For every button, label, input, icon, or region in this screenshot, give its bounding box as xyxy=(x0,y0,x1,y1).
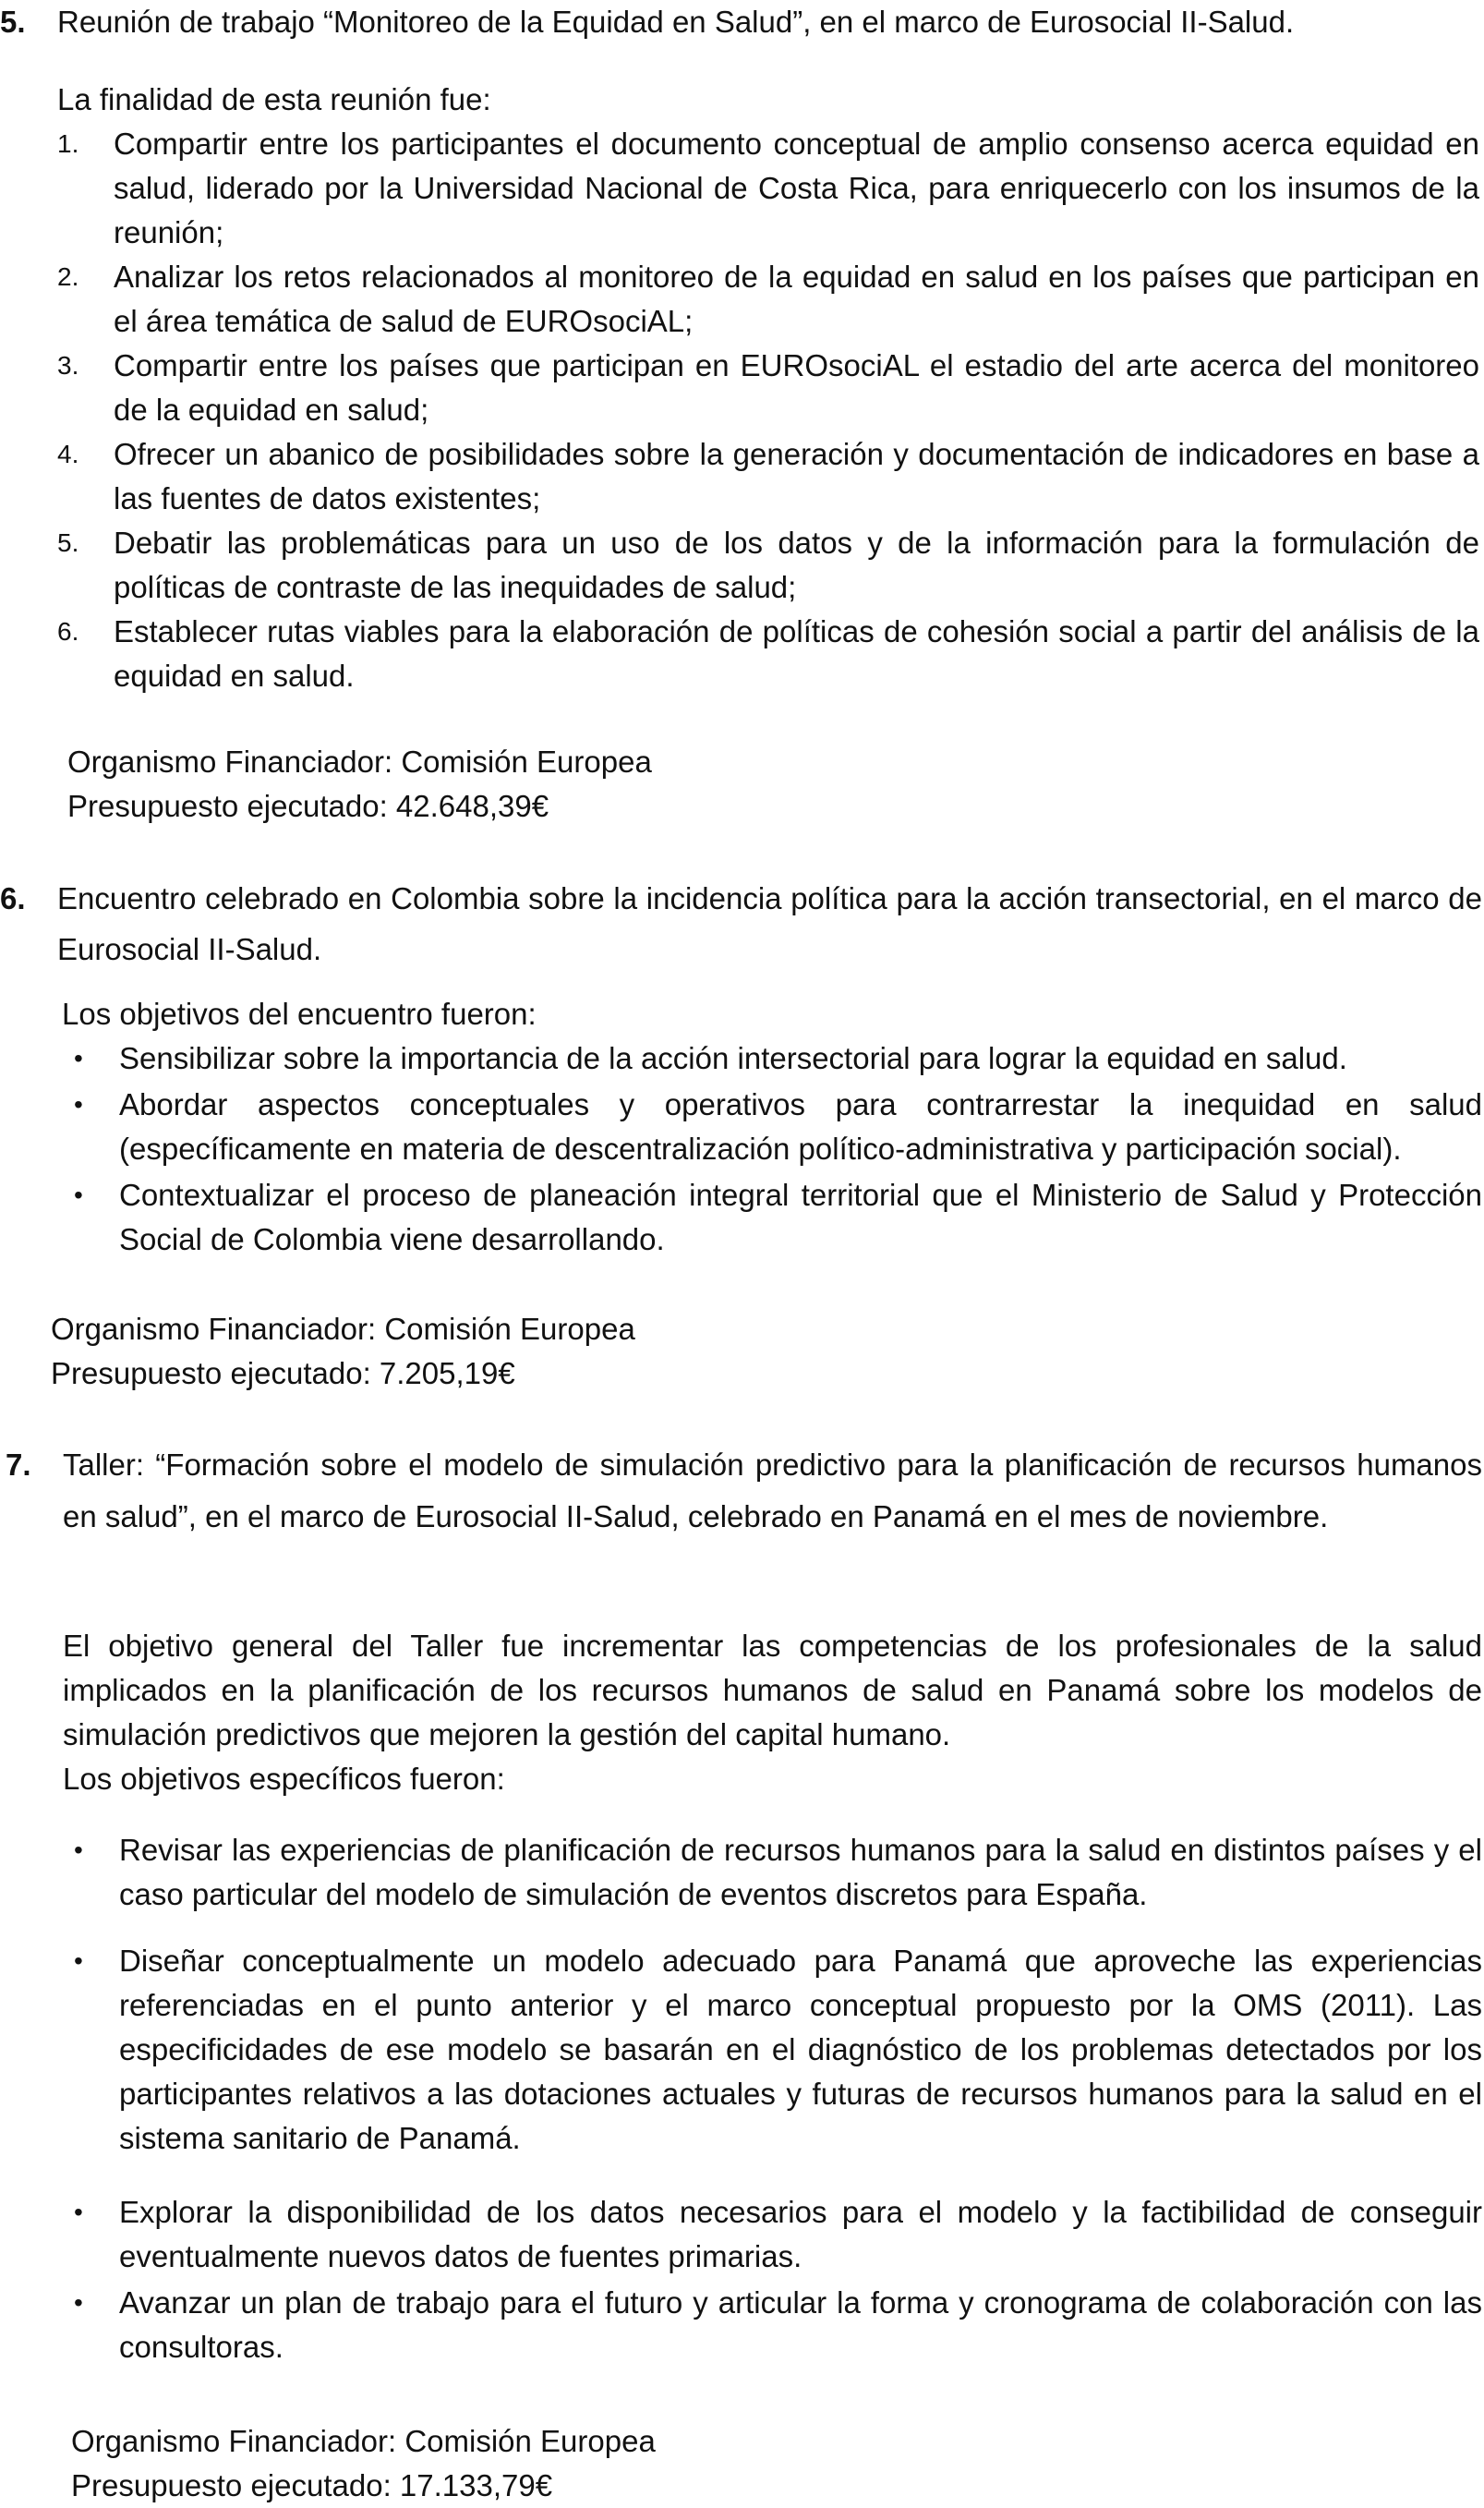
list-number: 6. xyxy=(57,617,79,646)
list-item xyxy=(57,122,1479,255)
specific-objectives-intro: Los objetivos específicos fueron: xyxy=(63,1762,505,1796)
list-item xyxy=(57,255,1479,344)
section-heading xyxy=(0,873,1482,975)
list-item-text: Revisar las experiencias de planificación de recursos humanos para la salud en distintos países y el caso particular del modelo de simulación de eventos discretos para España. xyxy=(119,1833,1482,1911)
list-number: 5. xyxy=(57,528,79,557)
list-item-text: Diseñar conceptualmente un modelo adecuado para Panamá que aproveche las experiencias referenciadas en el punto anterior y el marco conceptual propuesto por la OMS (2011). Las especificidades de ese modelo se basarán en el diagnóstico de los problemas detectados por los participantes relativos a las dotaciones actuales y futuras de recursos humanos para la salud en el sistema sanitario de Panamá. xyxy=(119,1944,1482,2155)
funding-block xyxy=(67,740,652,829)
list-item xyxy=(59,2281,1482,2369)
section-number: 7. xyxy=(6,1448,31,1482)
section-intro: Los objetivos del encuentro fueron: xyxy=(62,997,537,1031)
list-item-text: Debatir las problemáticas para un uso de los datos y de la información para la formulación de políticas de contraste de las inequidades de salud; xyxy=(114,526,1479,604)
section-number: 6. xyxy=(0,881,26,915)
section-title: Encuentro celebrado en Colombia sobre la incidencia política para la acción transectorial, en el marco de Eurosocial II-Salud. xyxy=(57,881,1482,966)
list-item-text: Establecer rutas viables para la elaboración de políticas de cohesión social a partir del análisis de la equidad en salud. xyxy=(114,614,1479,693)
section-7 xyxy=(0,1439,1484,2502)
section-heading xyxy=(0,1439,1484,1543)
bullet-icon: • xyxy=(74,1836,83,1864)
section-intro: La finalidad de esta reunión fue: xyxy=(57,82,491,116)
list-item xyxy=(59,1173,1482,1262)
budget-text: Presupuesto ejecutado: 7.205,19€ xyxy=(51,1356,515,1390)
objectives-list xyxy=(57,122,1479,698)
list-item xyxy=(57,344,1479,432)
bullet-icon: • xyxy=(74,2288,83,2317)
section-title: Reunión de trabajo “Monitoreo de la Equidad en Salud”, en el marco de Eurosocial II-Salud. xyxy=(57,5,1295,39)
specific-objectives-list xyxy=(59,1828,1482,2369)
list-item-text: Avanzar un plan de trabajo para el futuro y articular la forma y cronograma de colaboración con las consultoras. xyxy=(119,2285,1482,2364)
funder-text: Organismo Financiador: Comisión Europea xyxy=(71,2424,656,2458)
bullet-icon: • xyxy=(74,1090,83,1119)
section-title: Taller: “Formación sobre el modelo de simulación predictivo para la planificación de recursos humanos en salud”, en el marco de Eurosocial II-Salud, celebrado en Panamá en el mes de noviembre. xyxy=(63,1448,1482,1533)
budget-text: Presupuesto ejecutado: 42.648,39€ xyxy=(67,789,549,823)
bullet-icon: • xyxy=(74,1044,83,1072)
list-number: 2. xyxy=(57,262,79,291)
funder-text: Organismo Financiador: Comisión Europea xyxy=(67,745,652,779)
list-number: 3. xyxy=(57,351,79,380)
list-item xyxy=(57,610,1479,698)
funding-block xyxy=(51,1307,635,1396)
section-number: 5. xyxy=(0,5,26,39)
list-number: 1. xyxy=(57,129,79,158)
funder-text: Organismo Financiador: Comisión Europea xyxy=(51,1312,635,1346)
list-item-text: Contextualizar el proceso de planeación integral territorial que el Ministerio de Salud y Protección Social de Colombia viene desarrollando. xyxy=(119,1178,1482,1256)
list-item xyxy=(57,432,1479,521)
list-item-text: Explorar la disponibilidad de los datos necesarios para el modelo y la factibilidad de conseguir eventualmente nuevos datos de fuentes primarias. xyxy=(119,2195,1482,2273)
list-item-text: Compartir entre los países que participan en EUROsociAL el estadio del arte acerca del monitoreo de la equidad en salud; xyxy=(114,348,1479,427)
budget-text: Presupuesto ejecutado: 17.133,79€ xyxy=(71,2468,553,2502)
list-item-text: Ofrecer un abanico de posibilidades sobre la generación y documentación de indicadores en base a las fuentes de datos existentes; xyxy=(114,437,1479,515)
list-item xyxy=(59,2190,1482,2281)
bullet-icon: • xyxy=(74,1946,83,1975)
list-item xyxy=(59,1036,1482,1083)
funding-block xyxy=(71,2419,656,2508)
list-item xyxy=(57,521,1479,610)
objectives-list xyxy=(59,1036,1482,1262)
list-item xyxy=(59,1939,1482,2190)
list-item xyxy=(59,1083,1482,1173)
general-objective: El objetivo general del Taller fue incrementar las competencias de los profesionales de la salud implicados en la planificación de los recursos humanos de salud en Panamá sobre los modelos de simulación predictivos que mejoren la gestión del capital humano. xyxy=(63,1629,1482,1751)
list-item-text: Abordar aspectos conceptuales y operativos para contrarrestar la inequidad en salud (específicamente en materia de descentralización político-administrativa y participación social). xyxy=(119,1087,1482,1166)
section-6 xyxy=(0,873,1484,1390)
list-item-text: Analizar los retos relacionados al monitoreo de la equidad en salud en los países que participan en el área temática de salud de EUROsociAL; xyxy=(114,260,1479,338)
bullet-icon: • xyxy=(74,1181,83,1209)
bullet-icon: • xyxy=(74,2198,83,2226)
section-5 xyxy=(0,0,1484,823)
list-number: 4. xyxy=(57,440,79,468)
section-heading xyxy=(0,0,1427,44)
list-item-text: Sensibilizar sobre la importancia de la acción intersectorial para lograr la equidad en salud. xyxy=(119,1041,1347,1075)
list-item xyxy=(59,1828,1482,1939)
list-item-text: Compartir entre los participantes el documento conceptual de amplio consenso acerca equidad en salud, liderado por la Universidad Nacional de Costa Rica, para enriquecerlo con los insumos de la reunión; xyxy=(114,127,1479,249)
